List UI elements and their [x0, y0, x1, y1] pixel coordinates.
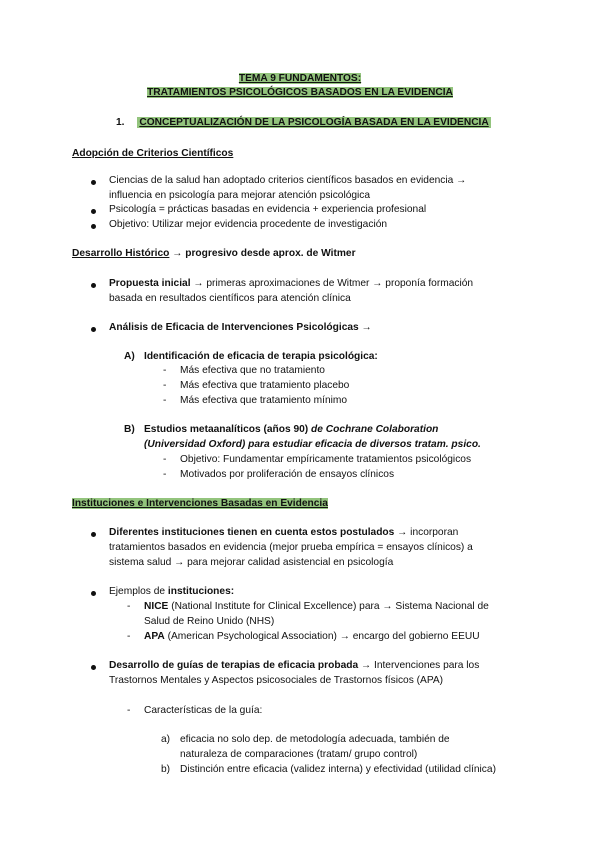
- item-b-title: Estudios metaanalíticos (años 90) de Cochrane Colaboration: [144, 424, 439, 435]
- inst-nice-line2: Salud de Reino Unido (NHS): [144, 616, 275, 627]
- section-heading: [116, 117, 491, 128]
- caract-a-line2: naturaleza de comparaciones (tratam/ grupo control): [180, 749, 418, 760]
- title-line-1: TEMA 9 FUNDAMENTOS:: [238, 73, 362, 84]
- bullet-icon: [91, 180, 96, 185]
- bullet-icon: [91, 665, 96, 670]
- dash-icon: -: [127, 631, 131, 642]
- item-b-line2: (Universidad Oxford) para estudiar eficacia de diversos tratam. psico.: [144, 439, 481, 450]
- inst-p1-line3: sistema salud → para mejorar calidad asistencial en psicología: [109, 557, 394, 568]
- dash-icon: -: [163, 380, 167, 391]
- item-b-1: Objetivo: Fundamentar empíricamente tratamientos psicológicos: [180, 454, 472, 465]
- caract-a-text: eficacia no solo dep. de metodología adecuada, también de: [180, 734, 450, 745]
- bullet-icon: [91, 532, 96, 537]
- inst-p2: Ejemplos de instituciones:: [109, 586, 235, 597]
- subheading-desarrollo: Desarrollo Histórico → progresivo desde aprox. de Witmer: [72, 248, 356, 259]
- inst-apa: APA (American Psychological Association) → encargo del gobierno EEUU: [144, 631, 480, 642]
- section-title: CONCEPTUALIZACIÓN DE LA PSICOLOGÍA BASADA EN LA EVIDENCIA: [139, 117, 489, 128]
- dash-icon: -: [163, 469, 167, 480]
- dash-icon: -: [163, 365, 167, 376]
- caract-b-text: Distinción entre eficacia (validez interna) y efectividad (utilidad clínica): [180, 764, 496, 775]
- inst-nice: NICE (National Institute for Clinical Excellence) para → Sistema Nacional de: [144, 601, 489, 612]
- item-a-2: Más efectiva que tratamiento placebo: [180, 380, 350, 391]
- item-a-1: Más efectiva que no tratamiento: [180, 365, 325, 376]
- caract-a-label: a): [161, 734, 171, 745]
- bullet-icon: [91, 209, 96, 214]
- inst-p1: Diferentes instituciones tienen en cuenta estos postulados → incorporan: [109, 527, 459, 538]
- item-a-label: A): [124, 351, 135, 362]
- desarrollo-p1: Propuesta inicial → primeras aproximaciones de Witmer → proponía formación: [109, 278, 474, 289]
- bullet-icon: [91, 327, 96, 332]
- item-a-3: Más efectiva que tratamiento mínimo: [180, 395, 348, 406]
- adopcion-text-2: Psicología = prácticas basadas en evidencia + experiencia profesional: [109, 204, 427, 215]
- inst-p3-line2: Trastornos Mentales y Aspectos psicosociales de Trastornos físicos (APA): [109, 675, 444, 686]
- inst-p1-line2: tratamientos basados en evidencia (mejor prueba empírica = ensayos clínicos) a: [109, 542, 473, 553]
- bullet-icon: [91, 591, 96, 596]
- inst-p3: Desarrollo de guías de terapias de eficacia probada → Intervenciones para los: [109, 660, 480, 671]
- item-a-title: Identificación de eficacia de terapia psicológica:: [144, 351, 378, 362]
- subheading-adopcion: Adopción de Criterios Científicos: [72, 148, 234, 159]
- bullet-icon: [91, 224, 96, 229]
- adopcion-text-3: Objetivo: Utilizar mejor evidencia procedente de investigación: [109, 219, 388, 230]
- item-b-label: B): [124, 424, 135, 435]
- adopcion-text-1: Ciencias de la salud han adoptado criterios científicos basados en evidencia →: [109, 175, 467, 186]
- bullet-icon: [91, 283, 96, 288]
- caract-b-label: b): [161, 764, 171, 775]
- dash-icon: -: [163, 395, 167, 406]
- dash-icon: -: [127, 705, 131, 716]
- item-b-2: Motivados por proliferación de ensayos clínicos: [180, 469, 395, 480]
- subheading-instituciones: Instituciones e Intervenciones Basadas en Evidencia: [72, 498, 328, 509]
- title-line-2: TRATAMIENTOS PSICOLÓGICOS BASADOS EN LA EVIDENCIA: [147, 87, 453, 98]
- dash-icon: -: [127, 601, 131, 612]
- adopcion-text-1b: influencia en psicología para mejorar atención psicológica: [109, 190, 371, 201]
- desarrollo-p1-line2: basada en resultados científicos para atención clínica: [109, 293, 351, 304]
- dash-icon: -: [163, 454, 167, 465]
- caracteristicas-label: Características de la guía:: [144, 705, 263, 716]
- section-number: 1.: [116, 117, 125, 128]
- desarrollo-p2: Análisis de Eficacia de Intervenciones Psicológicas →: [109, 322, 372, 333]
